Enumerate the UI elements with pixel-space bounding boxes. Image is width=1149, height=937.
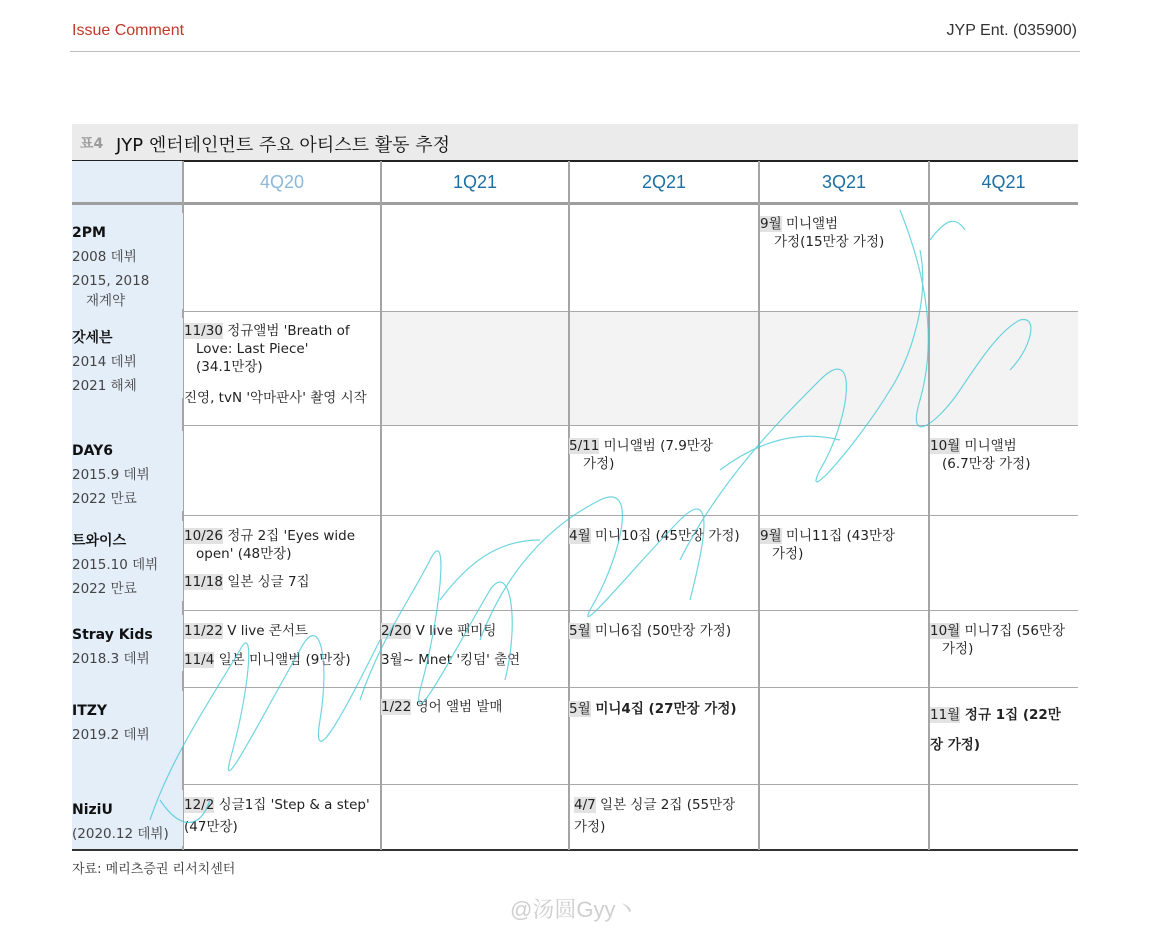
entry-itzy-2q21 — [569, 700, 758, 718]
artist-name: 2PM — [72, 225, 106, 241]
entry-twice-4q20-album — [184, 527, 380, 563]
artist-info: (2020.12 데뷔) — [72, 826, 169, 842]
entry-date: 11월 — [930, 707, 961, 723]
artist-name: 갓세븐 — [72, 330, 113, 346]
entry-date: 5/11 — [569, 438, 600, 454]
column-divider — [568, 161, 570, 850]
entry-date: 5월 — [569, 701, 591, 717]
entry-text: 일본 싱글 2집 (55만장 — [595, 797, 736, 813]
entry-skz-4q20-japan — [184, 651, 380, 669]
artist-name: ITZY — [72, 703, 108, 719]
entry-text: 미니앨범 — [960, 438, 1017, 454]
entry-text: 일본 싱글 7집 — [222, 574, 310, 590]
entry-text: V live 팬미팅 — [411, 623, 497, 639]
entry-text: 일본 미니앨범 (9만장) — [214, 652, 351, 668]
table-caption — [72, 124, 1078, 162]
artist-info: 재계약 — [86, 293, 126, 309]
entry-date: 11/18 — [184, 574, 223, 590]
entry-text: 정규앨범 'Breath of — [222, 323, 350, 339]
column-divider — [380, 161, 382, 850]
entry-text: 정규 2집 'Eyes wide — [222, 528, 356, 544]
row-divider — [183, 784, 1078, 785]
artist-twice — [72, 521, 183, 601]
row-divider — [183, 311, 1078, 312]
row-divider — [183, 687, 1078, 688]
entry-got7-4q20-drama — [184, 389, 380, 407]
header-blank-cell — [72, 161, 183, 203]
entry-text: V live 콘서트 — [222, 623, 308, 639]
entry-skz-4q20-concert — [184, 622, 380, 640]
entry-text: 미니11집 (43만장 — [781, 528, 896, 544]
entry-niziu-4q20 — [184, 794, 380, 838]
artist-info: 2015.9 데뷔 — [72, 467, 150, 483]
entry-text: 3월~ Mnet '킹덤' 출연 — [381, 652, 521, 668]
artist-name: 트와이스 — [72, 533, 127, 549]
entry-text: 미니6집 (50만장 가정) — [590, 623, 732, 639]
row-divider — [183, 515, 1078, 516]
entry-text: 가정) — [772, 546, 804, 562]
entry-2pm-3q21 — [760, 215, 928, 251]
entry-date: 4월 — [569, 528, 591, 544]
entry-twice-3q21 — [760, 527, 928, 563]
entry-date: 10월 — [930, 438, 961, 454]
artist-stray-kids — [72, 615, 183, 671]
entry-skz-1q21-kingdom — [381, 651, 568, 669]
company-ticker: JYP Ent. (035900) — [946, 22, 1077, 39]
artist-got7 — [72, 318, 183, 398]
entry-itzy-1q21 — [381, 698, 568, 716]
entry-text: 정규 1집 (22만 — [960, 707, 1061, 723]
entry-date: 11/4 — [184, 652, 215, 668]
table-title: JYP 엔터테인먼트 주요 아티스트 활동 추정 — [116, 135, 450, 156]
row-divider — [183, 425, 1078, 426]
artist-itzy — [72, 691, 183, 747]
entry-date: 4/7 — [574, 797, 596, 813]
entry-twice-2q21 — [569, 527, 758, 545]
entry-text: open' (48만장) — [196, 546, 292, 562]
entry-text: 진영, tvN '악마판사' 촬영 시작 — [184, 390, 367, 406]
entry-date: 11/22 — [184, 623, 223, 639]
entry-itzy-4q21 — [930, 700, 1078, 760]
artist-info: 2015, 2018 — [72, 273, 150, 289]
artist-info: 2014 데뷔 — [72, 354, 137, 370]
artist-name: DAY6 — [72, 443, 113, 459]
artist-name: NiziU — [72, 802, 113, 818]
section-label: Issue Comment — [72, 22, 185, 39]
entry-day6-2q21 — [569, 437, 758, 473]
entry-text: (47만장) — [184, 819, 238, 835]
quarter-header-4q21: 4Q21 — [981, 171, 1026, 192]
entry-day6-4q21 — [930, 437, 1078, 473]
entry-date: 5월 — [569, 623, 591, 639]
entry-text: 가정) — [574, 819, 606, 835]
entry-date: 9월 — [760, 528, 782, 544]
artist-info: 2015.10 데뷔 — [72, 557, 159, 573]
entry-text: (6.7만장 가정) — [942, 456, 1031, 472]
artist-day6 — [72, 431, 183, 511]
entry-twice-4q20-single — [184, 573, 380, 591]
weibo-watermark: @汤圆Gyy丶 — [510, 897, 638, 922]
entry-date: 1/22 — [381, 699, 412, 715]
entry-date: 11/30 — [184, 323, 223, 339]
entry-text: 가정) — [583, 456, 615, 472]
entry-text: 장 가정) — [930, 737, 980, 753]
entry-date: 2/20 — [381, 623, 412, 639]
quarter-header-2q21: 2Q21 — [641, 171, 687, 192]
got7-shaded-row — [381, 311, 1078, 425]
entry-skz-4q21 — [930, 622, 1078, 658]
entry-date: 12/2 — [184, 797, 215, 813]
entry-text: 미니앨범 — [781, 216, 839, 232]
entry-got7-4q20-album — [184, 322, 380, 376]
artist-info: 2019.2 데뷔 — [72, 727, 150, 743]
entry-text: 미니7집 (56만장 — [960, 623, 1066, 639]
artist-info: 2008 데뷔 — [72, 249, 137, 265]
entry-text: 영어 앨범 발매 — [411, 699, 503, 715]
artist-name: Stray Kids — [72, 627, 153, 643]
column-divider — [758, 161, 760, 850]
entry-text: (34.1만장) — [196, 359, 263, 375]
entry-text: 미니앨범 (7.9만장 — [599, 438, 713, 454]
entry-niziu-2q21 — [574, 794, 758, 838]
artist-info: 2022 만료 — [72, 581, 137, 597]
quarter-header-4q20: 4Q20 — [259, 171, 305, 192]
entry-text: 가정) — [942, 641, 974, 657]
entry-skz-1q21-fanmeeting — [381, 622, 568, 640]
artist-info: 2022 만료 — [72, 491, 137, 507]
entry-text: Love: Last Piece' — [196, 341, 309, 357]
quarter-header-3q21: 3Q21 — [821, 171, 867, 192]
quarter-header-1q21: 1Q21 — [452, 171, 498, 192]
entry-date: 10/26 — [184, 528, 223, 544]
artist-info: 2018.3 데뷔 — [72, 651, 150, 667]
entry-date: 9월 — [760, 216, 782, 232]
entry-text: 가정(15만장 가정) — [774, 234, 885, 250]
entry-date: 10월 — [930, 623, 961, 639]
artist-info: 2021 해체 — [72, 378, 137, 394]
table-number: 표4 — [80, 136, 104, 152]
entry-text: 미니4집 (27만장 가정) — [590, 701, 737, 717]
artist-niziu — [72, 790, 183, 846]
header-divider — [70, 51, 1080, 52]
source-note: 자료: 메리츠증권 리서치센터 — [72, 862, 236, 877]
artist-2pm — [72, 213, 183, 309]
row-divider — [183, 610, 1078, 611]
entry-text: 싱글1집 'Step & a step' — [214, 797, 370, 813]
entry-skz-2q21 — [569, 622, 758, 640]
entry-text: 미니10집 (45만장 가정) — [590, 528, 740, 544]
